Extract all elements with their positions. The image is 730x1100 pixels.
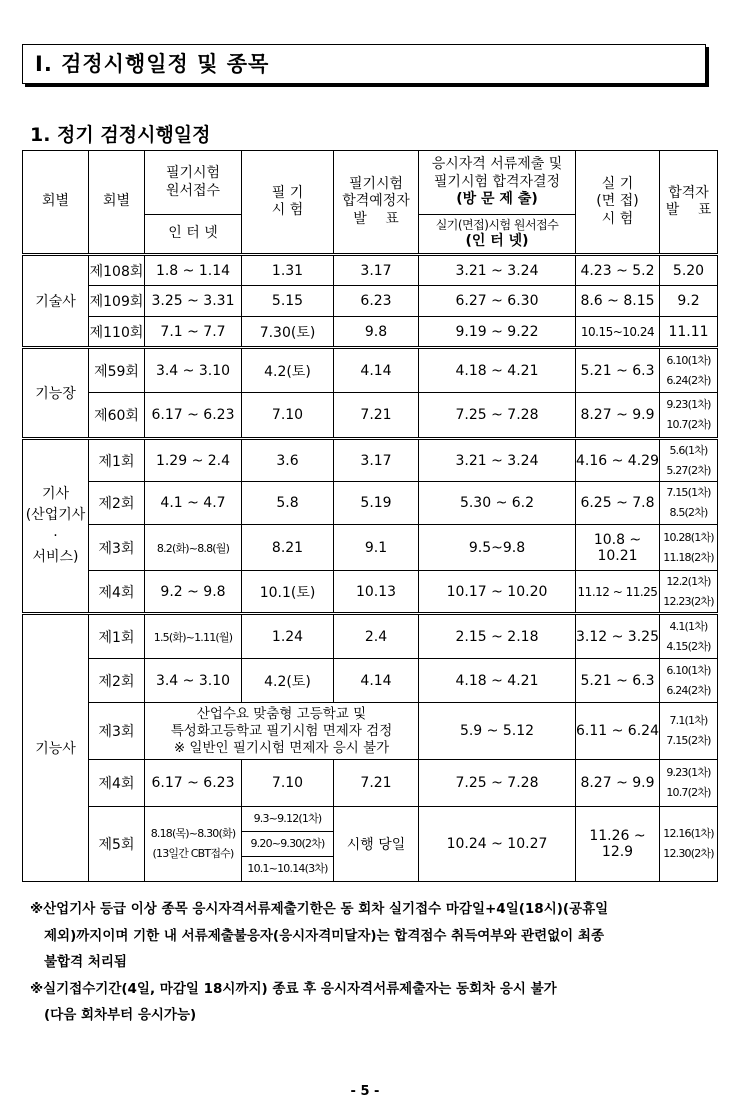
header-written-exam: 필 기 시 험 xyxy=(242,151,334,255)
header-practical-apply-label: 실기(면접)시험 원서접수 xyxy=(435,217,559,232)
cell-announce: 3.17 xyxy=(334,255,419,286)
header-docs-label: 응시자격 서류제출 및 필기시험 합격자결정 xyxy=(431,156,563,190)
group-name xyxy=(23,439,89,614)
cell-apply: 1.29 ~ 2.4 xyxy=(145,439,242,482)
cell-apply: 6.17 ~ 6.23 xyxy=(145,393,242,439)
final-2: 4.15(2차) xyxy=(666,639,711,653)
cell-practical: 4.16 ~ 4.29 xyxy=(576,439,660,482)
final-2: 8.5(2차) xyxy=(669,506,708,519)
cell-practical: 8.27 ~ 9.9 xyxy=(576,760,660,807)
table-row xyxy=(23,614,718,659)
cell-apply: 9.2 ~ 9.8 xyxy=(145,571,242,614)
header-practical-apply xyxy=(419,215,576,255)
final-1: 12.16(1차) xyxy=(663,827,714,840)
final-2: 7.15(2차) xyxy=(666,734,711,747)
cell-announce: 3.17 xyxy=(334,439,419,482)
final-2: 12.23(2차) xyxy=(663,594,714,608)
table-row xyxy=(23,525,718,571)
cell-round: 제110회 xyxy=(89,317,145,348)
cell-docs: 9.19 ~ 9.22 xyxy=(419,317,576,348)
final-2: 5.27(2차) xyxy=(666,463,711,477)
final-1: 9.23(1차) xyxy=(666,398,711,411)
cell-docs: 7.25 ~ 7.28 xyxy=(419,760,576,807)
note-line: 불합격 처리됨 xyxy=(44,954,127,970)
group-name-line: · xyxy=(53,528,58,544)
cell-exam: 7.10 xyxy=(242,760,334,807)
final-1: 10.28(1차) xyxy=(663,530,714,544)
schedule-table xyxy=(22,150,718,882)
table-row xyxy=(23,439,718,482)
header-written-apply-method: 인 터 넷 xyxy=(145,215,242,255)
group-name: 기술사 xyxy=(23,255,89,348)
cell-exam: 10.1(토) xyxy=(242,571,334,614)
apply-line: 8.18(목)~8.30(화) xyxy=(150,827,236,840)
header-written-announce: 필기시험 합격예정자 발 표 xyxy=(334,151,419,255)
cell-final xyxy=(660,393,718,439)
cell-exam: 1.24 xyxy=(242,614,334,659)
final-1: 4.1(1차) xyxy=(669,619,708,633)
apply-line: (13일간 CBT접수) xyxy=(152,847,234,860)
table-row xyxy=(23,659,718,703)
cell-exam: 1.31 xyxy=(242,255,334,286)
final-1: 6.10(1차) xyxy=(666,353,711,367)
cell-round: 제2회 xyxy=(89,659,145,703)
exam-line: 9.20~9.30(2차) xyxy=(242,832,333,857)
cell-round: 제1회 xyxy=(89,614,145,659)
header-written-apply: 필기시험 원서접수 xyxy=(145,151,242,215)
table-row xyxy=(23,255,718,286)
exam-line: 9.3~9.12(1차) xyxy=(242,807,333,832)
cell-apply: 1.5(화)~1.11(월) xyxy=(145,614,242,659)
cell-final xyxy=(660,807,718,882)
note-line: ※산업기사 등급 이상 종목 응시자격서류제출기한은 동 회차 실기접수 마감일+4일(18시)(공휴일 xyxy=(30,901,609,917)
table-row xyxy=(23,807,718,882)
cell-practical: 4.23 ~ 5.2 xyxy=(576,255,660,286)
group-name: 기능장 xyxy=(23,348,89,439)
sub-title: 1. 정기 검정시행일정 xyxy=(30,124,211,146)
cell-final xyxy=(660,571,718,614)
cell-announce: 6.23 xyxy=(334,286,419,317)
cell-final xyxy=(660,659,718,703)
cell-final xyxy=(660,482,718,525)
final-2: 10.7(2차) xyxy=(666,786,711,799)
cell-announce: 시행 당일 xyxy=(334,807,419,882)
cell-round: 제5회 xyxy=(89,807,145,882)
cell-apply: 3.4 ~ 3.10 xyxy=(145,348,242,393)
page-number: - 5 - xyxy=(350,1084,380,1099)
cell-docs: 4.18 ~ 4.21 xyxy=(419,348,576,393)
cell-docs: 2.15 ~ 2.18 xyxy=(419,614,576,659)
table-row xyxy=(23,286,718,317)
cell-merged-note xyxy=(145,703,419,760)
cell-exam xyxy=(242,807,334,882)
cell-round: 제59회 xyxy=(89,348,145,393)
cell-apply: 7.1 ~ 7.7 xyxy=(145,317,242,348)
final-2: 6.24(2차) xyxy=(666,683,711,697)
cell-announce: 4.14 xyxy=(334,348,419,393)
header-round-group: 회별 xyxy=(23,151,89,255)
cell-announce: 10.13 xyxy=(334,571,419,614)
cell-exam: 5.15 xyxy=(242,286,334,317)
table-row xyxy=(23,393,718,439)
cell-apply: 6.17 ~ 6.23 xyxy=(145,760,242,807)
header-docs-method: (방 문 제 출) xyxy=(456,191,538,208)
cell-announce: 2.4 xyxy=(334,614,419,659)
cell-apply: 8.2(화)~8.8(월) xyxy=(145,525,242,571)
note-line: 특성화고등학교 필기시험 면제자 검정 xyxy=(170,722,393,739)
cell-practical: 6.11 ~ 6.24 xyxy=(576,703,660,760)
notes xyxy=(30,896,710,1029)
cell-round: 제2회 xyxy=(89,482,145,525)
cell-exam: 4.2(토) xyxy=(242,348,334,393)
group-name-line: 기사 xyxy=(41,486,70,502)
exam-line: 10.1~10.14(3차) xyxy=(247,862,328,875)
cell-exam: 5.8 xyxy=(242,482,334,525)
note-line: 제외)까지이며 기한 내 서류제출불응자(응시자격미달자)는 합격점수 취득여부와 관련없이 최종 xyxy=(44,927,605,944)
cell-announce: 5.19 xyxy=(334,482,419,525)
note-line: ※ 일반인 필기시험 면제자 응시 불가 xyxy=(173,739,390,756)
cell-practical: 10.15~10.24 xyxy=(576,317,660,348)
cell-round: 제1회 xyxy=(89,439,145,482)
cell-final: 9.2 xyxy=(660,286,718,317)
final-1: 6.10(1차) xyxy=(666,663,711,677)
cell-apply: 3.4 ~ 3.10 xyxy=(145,659,242,703)
group-name-line: (산업기사 xyxy=(25,507,86,523)
cell-final xyxy=(660,439,718,482)
cell-docs: 3.21 ~ 3.24 xyxy=(419,255,576,286)
cell-docs: 4.18 ~ 4.21 xyxy=(419,659,576,703)
section-title: Ⅰ. 검정시행일정 및 종목 xyxy=(22,44,706,84)
cell-apply: 3.25 ~ 3.31 xyxy=(145,286,242,317)
final-1: 12.2(1차) xyxy=(666,574,711,588)
final-1: 5.6(1차) xyxy=(669,443,708,457)
cell-exam: 4.2(토) xyxy=(242,659,334,703)
note-line: ※실기접수기간(4일, 마감일 18시까지) 종료 후 응시자격서류제출자는 동회차 응시 불가 xyxy=(30,980,557,997)
final-2: 11.18(2차) xyxy=(663,550,714,564)
group-name: 기능사 xyxy=(23,614,89,882)
cell-round: 제4회 xyxy=(89,760,145,807)
final-1: 7.15(1차) xyxy=(666,486,711,499)
cell-final xyxy=(660,760,718,807)
cell-practical: 10.8 ~ 10.21 xyxy=(576,525,660,571)
cell-apply: 1.8 ~ 1.14 xyxy=(145,255,242,286)
cell-docs: 9.5~9.8 xyxy=(419,525,576,571)
cell-apply xyxy=(145,807,242,882)
cell-round: 제108회 xyxy=(89,255,145,286)
header-round: 회별 xyxy=(89,151,145,255)
table-row xyxy=(23,348,718,393)
cell-exam: 7.30(토) xyxy=(242,317,334,348)
cell-exam: 3.6 xyxy=(242,439,334,482)
cell-docs: 10.17 ~ 10.20 xyxy=(419,571,576,614)
cell-exam: 8.21 xyxy=(242,525,334,571)
cell-final: 5.20 xyxy=(660,255,718,286)
cell-practical: 8.6 ~ 8.15 xyxy=(576,286,660,317)
cell-practical: 6.25 ~ 7.8 xyxy=(576,482,660,525)
cell-docs: 7.25 ~ 7.28 xyxy=(419,393,576,439)
cell-final xyxy=(660,348,718,393)
cell-announce: 9.1 xyxy=(334,525,419,571)
cell-round: 제3회 xyxy=(89,703,145,760)
cell-practical: 3.12 ~ 3.25 xyxy=(576,614,660,659)
cell-exam: 7.10 xyxy=(242,393,334,439)
header-final-announce: 합격자 발 표 xyxy=(660,151,718,255)
cell-practical: 11.26 ~ 12.9 xyxy=(576,807,660,882)
cell-announce: 7.21 xyxy=(334,760,419,807)
cell-final xyxy=(660,614,718,659)
cell-round: 제109회 xyxy=(89,286,145,317)
header-practical-exam: 실 기 (면 접) 시 험 xyxy=(576,151,660,255)
cell-docs: 5.30 ~ 6.2 xyxy=(419,482,576,525)
header-docs xyxy=(419,151,576,215)
table-row xyxy=(23,482,718,525)
table-row xyxy=(23,703,718,760)
cell-announce: 4.14 xyxy=(334,659,419,703)
note-line: (다음 회차부터 응시가능) xyxy=(44,1007,197,1023)
cell-announce: 9.8 xyxy=(334,317,419,348)
final-2: 6.24(2차) xyxy=(666,373,711,387)
cell-final: 11.11 xyxy=(660,317,718,348)
cell-round: 제3회 xyxy=(89,525,145,571)
cell-docs: 5.9 ~ 5.12 xyxy=(419,703,576,760)
final-1: 7.1(1차) xyxy=(669,714,708,727)
cell-announce: 7.21 xyxy=(334,393,419,439)
table-row xyxy=(23,317,718,348)
final-2: 10.7(2차) xyxy=(666,418,711,431)
final-2: 12.30(2차) xyxy=(663,847,714,860)
cell-practical: 5.21 ~ 6.3 xyxy=(576,348,660,393)
final-1: 9.23(1차) xyxy=(666,766,711,779)
cell-docs: 10.24 ~ 10.27 xyxy=(419,807,576,882)
cell-docs: 3.21 ~ 3.24 xyxy=(419,439,576,482)
note-line: 산업수요 맞춤형 고등학교 및 xyxy=(196,705,367,722)
header-practical-apply-method: (인 터 넷) xyxy=(465,232,529,249)
table-row xyxy=(23,571,718,614)
cell-practical: 5.21 ~ 6.3 xyxy=(576,659,660,703)
cell-final xyxy=(660,703,718,760)
cell-round: 제4회 xyxy=(89,571,145,614)
cell-round: 제60회 xyxy=(89,393,145,439)
cell-practical: 11.12 ~ 11.25 xyxy=(576,571,660,614)
cell-practical: 8.27 ~ 9.9 xyxy=(576,393,660,439)
cell-final xyxy=(660,525,718,571)
cell-docs: 6.27 ~ 6.30 xyxy=(419,286,576,317)
group-name-line: 서비스) xyxy=(32,549,79,565)
cell-apply: 4.1 ~ 4.7 xyxy=(145,482,242,525)
table-row xyxy=(23,760,718,807)
